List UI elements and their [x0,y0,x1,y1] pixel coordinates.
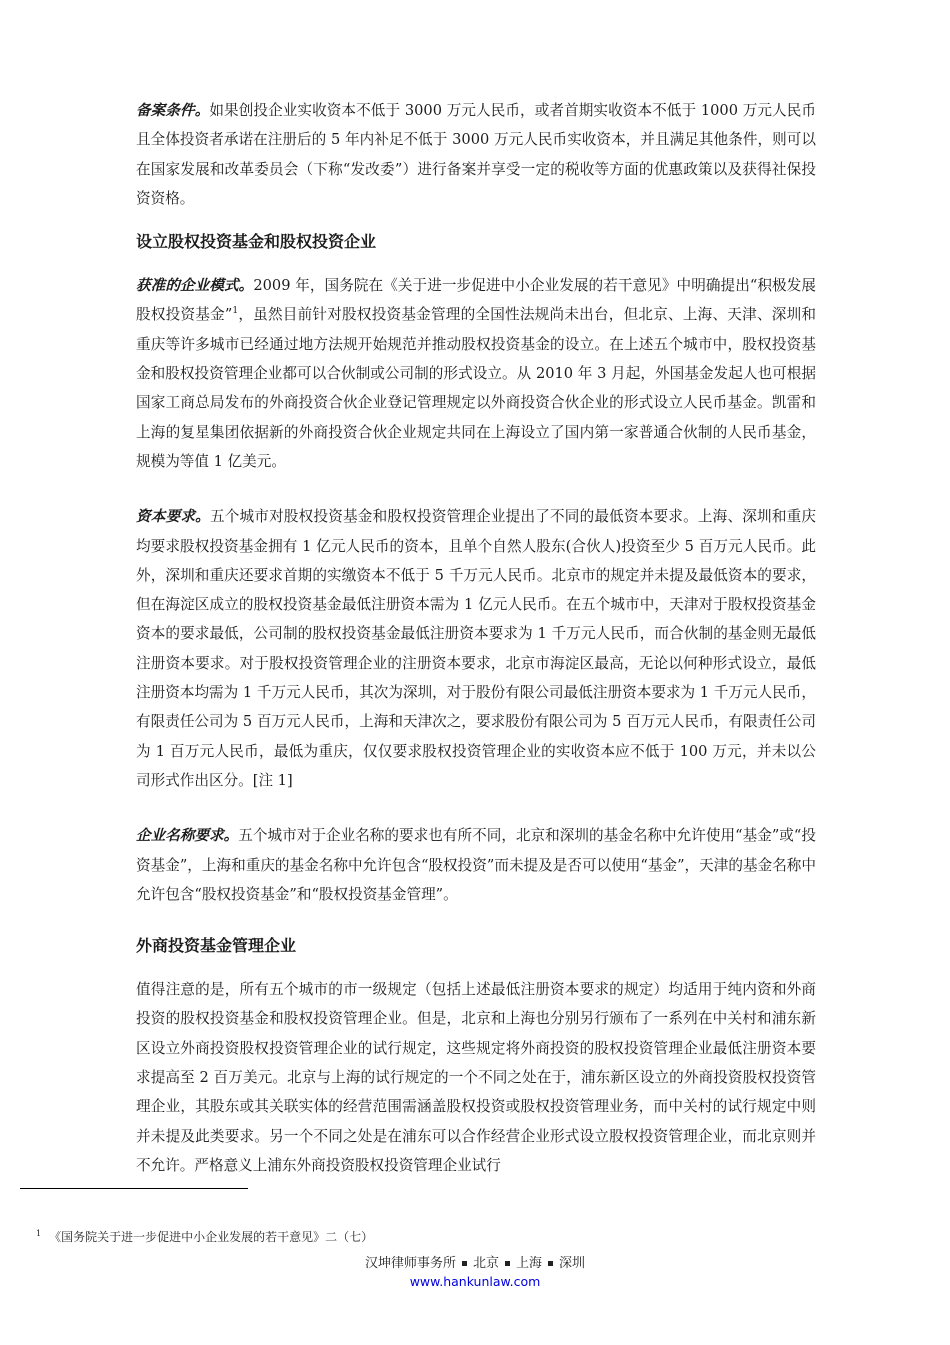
footnote-reference[interactable]: 1 [232,306,239,317]
bullet-icon [505,1261,510,1266]
paragraph-capital-requirements [136,502,816,795]
text-filing-conditions: 如果创投企业实收资本不低于 3000 万元人民币，或者首期实收资本不低于 1000 万元人民币且全体投资者承诺在注册后的 5 年内补足不低于 3000 万元人民币实收资本，并且满足其他条件，则可以在国家发展和改革委员会（下称“发改委”）进行备案并享受一定的税收等方面的优惠政策以及获得社保投资资格。 [136,102,816,207]
footnote-divider [20,1188,248,1189]
lead-enterprise-model: 获准的企业模式。 [136,277,254,295]
footer-city-shenzhen: 深圳 [559,1256,586,1271]
document-body [136,96,816,1180]
footnote [36,1226,373,1245]
section-heading-foreign: 外商投资基金管理企业 [136,936,297,956]
paragraph-enterprise-model [136,271,816,476]
footer-city-shanghai: 上海 [516,1256,543,1271]
lead-filing-conditions: 备案条件。 [136,102,210,119]
text-enterprise-model-b: ，虽然目前针对股权投资基金管理的全国性法规尚未出台，但北京、上海、天津、深圳和重庆等许多城市已经通过地方法规开始规范并推动股权投资基金的设立。在上述五个城市中，股权投资基金和股权投资管理企业都可以合伙制或公司制的形式设立。从 2010 年 3 月起，外国基金发起人也可根据国家工商总局发布的外商投资合伙企业登记管理规定以外商投资合伙企业的形式设立人民币基金。凯雷和上海的复星集团依据新的外商投资合伙企业规定共同在上海设立了国内第一家普通合伙制的人民币基金，规模为等值 1 亿美元。 [136,306,816,470]
paragraph-filing-conditions [136,96,816,213]
text-enterprise-model-a: 2009 年，国务院在《关于进一步促进中小企业发展的若干意见》中明确提出“积极发展股权投资基金” [136,277,816,324]
bullet-icon [462,1261,467,1266]
footer-website-link[interactable]: www.hankunlaw.com [409,1274,541,1289]
footnote-text: 《国务院关于进一步促进中小企业发展的若干意见》二（七） [49,1230,374,1244]
text-capital-requirements: 五个城市对股权投资基金和股权投资管理企业提出了不同的最低资本要求。上海、深圳和重庆均要求股权投资基金拥有 1 亿元人民币的资本，且单个自然人股东(合伙人)投资至少 5 百万元人民币。此外，深圳和重庆还要求首期的实缴资本不低于 5 千万元人民币。北京市的规定并未提及最低资本的要求，但在海淀区成立的股权投资基金最低注册资本需为 1 亿元人民币。在五个城市中，天津对于股权投资基金资本的要求最低，公司制的股权投资基金最低注册资本要求为 1 千万元人民币，而合伙制的基金则无最低注册资本要求。对于股权投资管理企业的注册资本要求，北京市海淀区最高，无论以何种形式设立，最低注册资本均需为 1 千万元人民币，其次为深圳，对于股份有限公司最低注册资本要求为 1 千万元人民币，有限责任公司为 5 百万元人民币，上海和天津次之，要求股份有限公司为 5 百万元人民币，有限责任公司为 1 百万元人民币，最低为重庆，仅仅要求股权投资管理企业的实收资本应不低于 100 万元，并未以公司形式作出区分。[注 1] [136,508,816,789]
footer-city-beijing: 北京 [472,1256,499,1271]
paragraph-foreign-investment: 值得注意的是，所有五个城市的市一级规定（包括上述最低注册资本要求的规定）均适用于纯内资和外商投资的股权投资基金和股权投资管理企业。但是，北京和上海也分别另行颁布了一系列在中关村和浦东新区设立外商投资股权投资管理企业的试行规定，这些规定将外商投资的股权投资管理企业最低注册资本要求提高至 2 百万美元。北京与上海的试行规定的一个不同之处在于，浦东新区设立的外商投资股权投资管理企业，其股东或其关联实体的经营范围需涵盖股权投资或股权投资管理业务，而中关村的试行规定中则并未提及此类要求。另一个不同之处是在浦东可以合作经营企业形式设立股权投资管理企业，而北京则并不允许。严格意义上浦东外商投资股权投资管理企业试行 [136,981,816,1174]
section-heading-fund: 设立股权投资基金和股权投资企业 [136,232,377,252]
text-naming-requirements: 五个城市对于企业名称的要求也有所不同，北京和深圳的基金名称中允许使用“基金”或“投资基金”，上海和重庆的基金名称中允许包含“股权投资”而未提及是否可以使用“基金”，天津的基金名称中允许包含“股权投资基金”和“股权投资基金管理”。 [136,827,816,903]
bullet-icon [548,1261,553,1266]
paragraph-naming-requirements [136,821,816,909]
lead-capital-requirements: 资本要求。 [136,508,210,526]
lead-naming-requirements: 企业名称要求。 [136,827,239,845]
footnote-number: 1 [36,1229,42,1238]
footer-firm-line [0,1255,950,1273]
footer-firm-name: 汉坤律师事务所 [364,1256,456,1271]
